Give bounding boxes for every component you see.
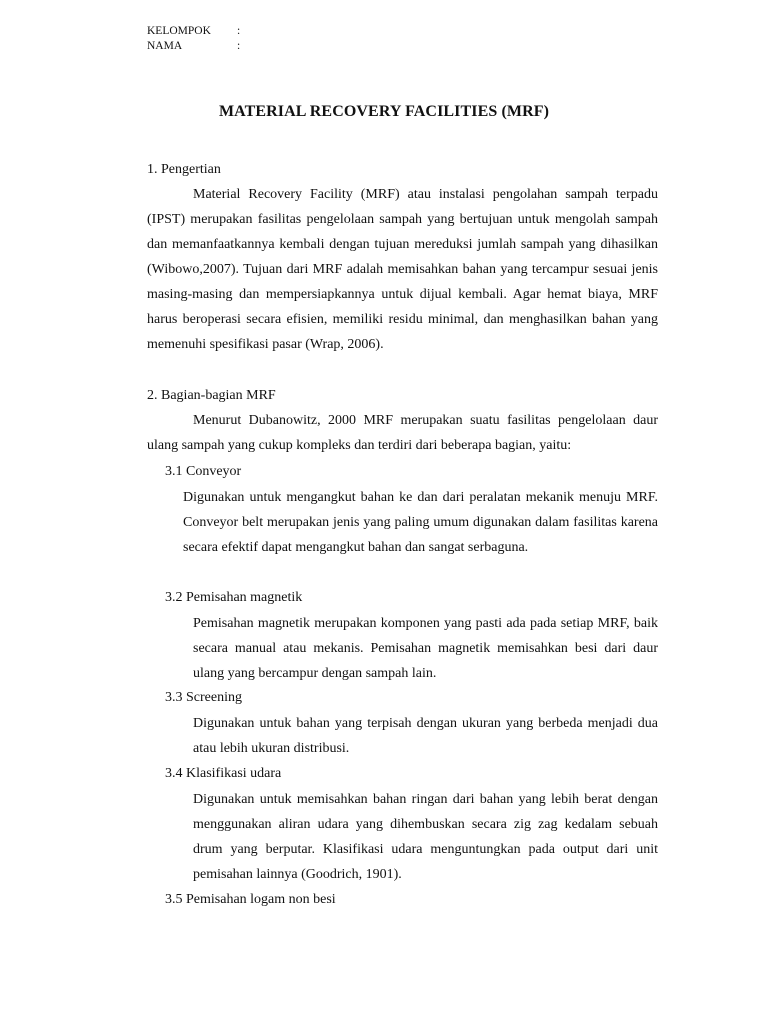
paragraph-pemisahan-magnetik: Pemisahan magnetik merupakan komponen yang pasti ada pada setiap MRF, baik secara manual atau mekanis. Pemisahan magnetik memisahkan besi dari daur ulang yang bercampur dengan sampah lain. [193,616,658,681]
paragraph-klasifikasi-udara: Digunakan untuk memisahkan bahan ringan dari bahan yang lebih berat dengan menggunakan aliran udara yang dihembuskan secara zig zag kedalam sebuah drum yang berputar. Klasifikasi udara menguntungkan pada output dari unit pemisahan lainnya (Goodrich, 1901). [193,792,658,882]
paragraph-pengertian [147,182,658,357]
nama-label: NAMA [147,40,183,52]
nama-row [147,39,240,54]
paragraph-pengertian-text: Material Recovery Facility (MRF) atau instalasi pengolahan sampah terpadu (IPST) merupakan fasilitas pengelolaan sampah yang bertujuan untuk mengolah sampah dan memanfaatkannya kembali dengan tujuan mereduksi jumlah sampah yang dihasilkan (Wibowo,2007). Tujuan dari MRF adalah memisahkan bahan yang tercampur sesuai jenis masing-masing dan mempersiapkannya untuk dijual kembali. Agar hemat biaya, MRF harus beroperasi secara efisien, memiliki residu minimal, dan menghasilkan bahan yang memenuhi spesifikasi pasar (Wrap, 2006). [147,187,658,352]
header-fields [147,24,240,54]
section-heading-bagian: 2. Bagian-bagian MRF [147,388,276,403]
paragraph-screening: Digunakan untuk bahan yang terpisah dengan ukuran yang berbeda menjadi dua atau lebih ukuran distribusi. [193,716,658,756]
kelompok-label: KELOMPOK [147,25,211,37]
document-title: MATERIAL RECOVERY FACILITIES (MRF) [218,103,550,120]
kelompok-row [147,24,240,39]
subheading-klasifikasi-udara: 3.4 Klasifikasi udara [165,766,282,781]
paragraph-conveyor: Digunakan untuk mengangkut bahan ke dan dari peralatan mekanik menuju MRF. Conveyor belt merupakan jenis yang paling umum digunakan dalam fasilitas karena secara efektif dapat mengangkut bahan dan sangat serbaguna. [183,490,658,555]
paragraph-bagian-text: Menurut Dubanowitz, 2000 MRF merupakan suatu fasilitas pengelolaan daur ulang sampah yang cukup kompleks dan terdiri dari beberapa bagian, yaitu: [147,413,658,453]
subheading-conveyor: 3.1 Conveyor [165,464,242,479]
subheading-screening: 3.3 Screening [165,690,242,705]
paragraph-bagian [147,408,658,458]
kelompok-separator: : [237,25,241,37]
subheading-pemisahan-magnetik: 3.2 Pemisahan magnetik [165,590,303,605]
nama-separator: : [237,40,241,52]
section-heading-pengertian: 1. Pengertian [147,162,221,177]
subheading-pemisahan-logam-non-besi: 3.5 Pemisahan logam non besi [165,892,336,907]
